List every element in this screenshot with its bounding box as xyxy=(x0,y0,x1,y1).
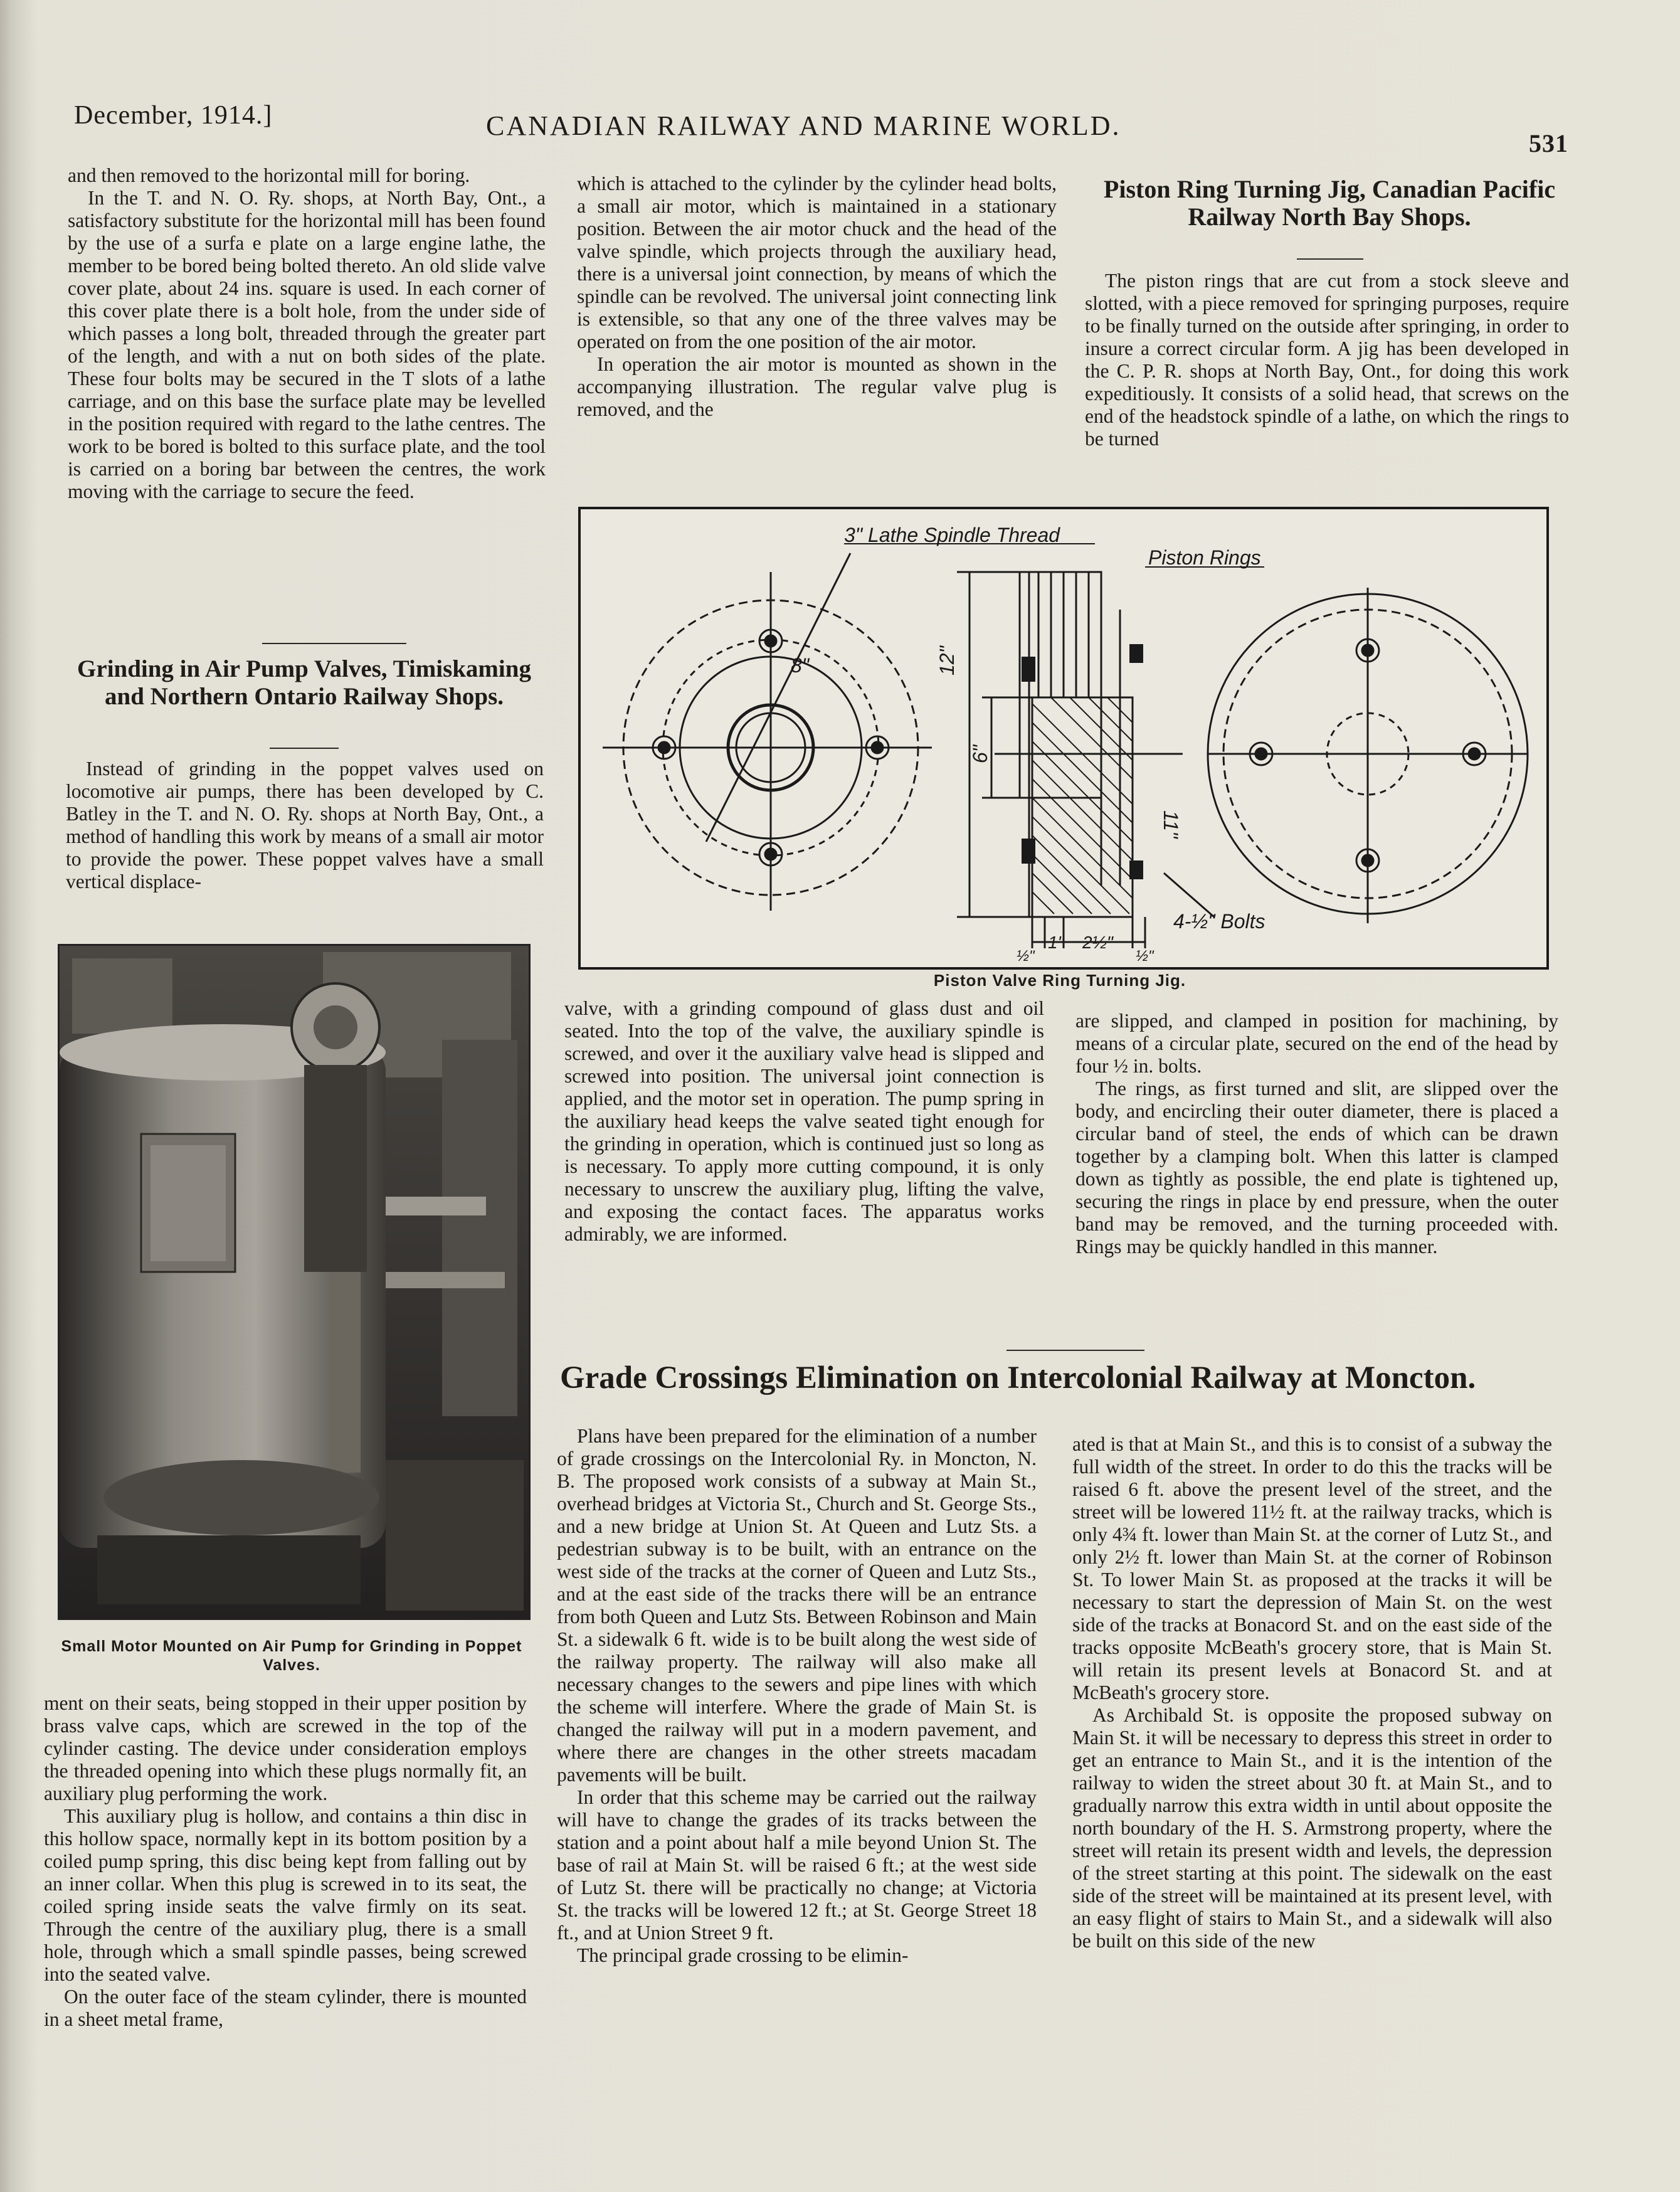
col1-bottom-text xyxy=(44,1692,527,2031)
label-dim-11: 11" xyxy=(1160,810,1182,839)
col2-mid-text xyxy=(564,997,1044,1246)
col1-top-text xyxy=(68,164,546,503)
piston-title: Piston Ring Turning Jig, Canadian Pacific Railway North Bay Shops. xyxy=(1103,175,1556,231)
divider xyxy=(270,748,339,749)
label-bolts: 4-½" Bolts xyxy=(1173,910,1265,933)
paragraph: and then removed to the horizontal mill for boring. xyxy=(68,164,470,186)
paragraph: are slipped, and clamped in position for machining, by means of a circular plate, secured on the end of the head by four ½ in. bolts. xyxy=(1075,1010,1558,1077)
divider xyxy=(1297,258,1363,260)
paragraph: In operation the air motor is mounted as shown in the accompanying illustration. The regular valve plug is removed, and the xyxy=(577,353,1057,420)
col2-top-text xyxy=(577,172,1057,421)
paragraph: This auxiliary plug is hollow, and contains a thin disc in this hollow space, normally kept in its bottom position by a coiled pump spring, this disc being kept from falling out by an inner collar. When this plug is screwed in to its seat, the coiled spring inside seats the valve firmly on its seat. Through the centre of the auxiliary plug, there is a small hole, through which a small spindle passes, being screwed into the seated valve. xyxy=(44,1805,527,1985)
issue-date: December, 1914.] xyxy=(74,101,273,130)
label-thread: 3" Lathe Spindle Thread xyxy=(844,524,1060,546)
label-dim-12: 12" xyxy=(936,646,958,675)
diagram-caption: Piston Valve Ring Turning Jig. xyxy=(933,971,1186,990)
piston-jig-diagram xyxy=(578,507,1549,970)
grade-col3-text xyxy=(1072,1433,1552,1952)
grade-crossing-title: Grade Crossings Elimination on Intercolonial Railway at Moncton. xyxy=(560,1360,1476,1395)
divider xyxy=(262,643,406,644)
col3-top-text xyxy=(1085,270,1569,450)
paragraph: In order that this scheme may be carried out the railway will have to change the grades of its tracks between the station and a point about half a mile beyond Union St. The base of rail at Main St. will be raised 6 ft.; at the west side of Lutz St. there will be practically no change; at Victoria St. the tracks will be lowered 12 ft.; at St. George Street 18 ft., and at Union Street 9 ft. xyxy=(557,1786,1037,1944)
paragraph: which is attached to the cylinder by the cylinder head bolts, a small air motor, which is maintained in a stationary position. Between the air motor chuck and the head of the valve spindle, which projects through the auxiliary head, there is a universal joint connection, by means of which the spindle can be revolved. The universal joint connecting link is extensible, so that any one of the three valves may be operated on from the one position of the air motor. xyxy=(577,172,1057,352)
label-dim-6: 6" xyxy=(969,744,991,763)
paragraph: In the T. and N. O. Ry. shops, at North Bay, Ont., a satisfactory substitute for the horizontal mill has been found by the use of a surfa e plate on a large engine lathe, the member to be bored being bolted thereto. An old slide valve cover plate, about 24 ins. square is used. In each corner of this cover plate there is a bolt hole, from the under side of which passes a long bolt, threaded through the greater part of the length, and with a nut on both sides of the plate. These four bolts may be secured in the T slots of a lathe carriage, and on this base the surface plate may be levelled in the position required with regard to the lathe centres. The work to be bored is bolted to this surface plate, and the tool is carried on a boring bar between the centres, the work moving with the carriage to secure the feed. xyxy=(68,187,546,502)
label-rings: Piston Rings xyxy=(1148,546,1261,569)
col3-mid-text xyxy=(1075,1010,1558,1258)
paragraph: The rings, as first turned and slit, are slipped over the body, and encircling their outer diameter, there is placed a circular band of steel, the ends of which can be drawn together by a clamping bolt. When this latter is clamped down as tightly as possible, the end plate is tightened up, securing the rings in place by end pressure, when the outer band may be removed, and the turning proceeded with. Rings may be quickly handled in this manner. xyxy=(1075,1077,1558,1257)
air-pump-photo xyxy=(58,944,531,1620)
label-dim-8: 8" xyxy=(791,654,810,677)
paragraph: The piston rings that are cut from a stock sleeve and slotted, with a piece removed for springing purposes, require to be finally turned on the outside after springing, in order to insure a correct circular form. A jig has been developed in the C. P. R. shops at North Bay, Ont., for doing this work expeditiously. It consists of a solid head, that screws on the end of the headstock spindle of a lathe, on which the rings to be turned xyxy=(1085,270,1569,450)
paragraph: On the outer face of the steam cylinder, there is mounted in a sheet metal frame, xyxy=(44,1986,527,2030)
paragraph: valve, with a grinding compound of glass dust and oil seated. Into the top of the valve, the auxiliary spindle is screwed, and over it the auxiliary valve head is slipped and screwed into position. The universal joint connection is applied, and the motor set in operation. The pump spring in the auxiliary head keeps the valve seated tight enough for the grinding in operation, which is continued just so long as is necessary. To apply more cutting compound, it is only necessary to unscrew the auxiliary plug, lifting the valve, and exposing the contact faces. The apparatus works admirably, we are informed. xyxy=(564,997,1044,1245)
page-number: 531 xyxy=(1529,129,1568,157)
label-dim-2half: 2½" xyxy=(1082,933,1113,952)
paragraph: As Archibald St. is opposite the proposed subway on Main St. it will be necessary to depress this street in order to get an entrance to Main St., and it is the intention of the railway to widen the street about 30 ft. at Main St., and to gradually narrow this extra width in until about opposite the north boundary of the H. S. Armstrong property, where the street will retain its present width and levels, the depression of the street starting at this point. The sidewalk on the east side of the street will be maintained at its present level, with an easy flight of stairs to Main St., and a sidewalk will also be built on this side of the new xyxy=(1072,1704,1552,1952)
paragraph: ment on their seats, being stopped in their upper position by brass valve caps, which are screwed in the top of the cylinder casting. The device under consideration employs the threaded opening into which these plugs normally fit, an auxiliary plug performing the work. xyxy=(44,1692,527,1804)
grade-col2-text xyxy=(557,1425,1037,1967)
journal-title: CANADIAN RAILWAY AND MARINE WORLD. xyxy=(486,110,1121,141)
label-dim-half-b: ½" xyxy=(1136,948,1154,965)
air-pump-photo-art xyxy=(60,946,529,1618)
label-dim-half-a: ½" xyxy=(1017,948,1035,965)
label-dim-1: 1" xyxy=(1048,933,1064,952)
photo-caption: Small Motor Mounted on Air Pump for Grinding in Poppet Valves. xyxy=(61,1638,522,1674)
piston-jig-drawing xyxy=(581,509,1546,967)
paragraph: ated is that at Main St., and this is to consist of a subway the full width of the street. In order to do this the tracks will be raised 6 ft. above the present level of the street, and the street will be lowered 11½ ft. at the railway tracks, which is only 4¾ ft. lower than Main St. at the corner of Lutz St., and only 2½ ft. lower than Main St. at the corner of Robinson St. To lower Main St. as proposed at the tracks it will be necessary to start the depression of Main St. on the west side of the tracks at Bonacord St. and on the east side of the tracks opposite McBeath's grocery store, that is Main St. will retain its present levels at Bonacord St. and at McBeath's grocery store. xyxy=(1072,1433,1552,1703)
paragraph: The principal grade crossing to be elimin- xyxy=(577,1944,909,1966)
grinding-intro xyxy=(66,758,544,893)
grinding-title: Grinding in Air Pump Valves, Timiskaming and Northern Ontario Railway Shops. xyxy=(77,655,531,710)
divider xyxy=(1006,1350,1144,1351)
paragraph: Plans have been prepared for the elimination of a number of grade crossings on the Intercolonial Ry. in Moncton, N. B. The proposed work consists of a subway at Main St., overhead bridges at Victoria St., Church and St. George Sts., and a new bridge at Union St. At Queen and Lutz Sts. a pedestrian subway is to be built, with an entrance on the west side of the tracks at the corner of Queen and Lutz Sts., and at the east side of the tracks there will be an entrance from both Queen and Lutz Sts. Between Robinson and Main St. a sidewalk 6 ft. wide is to be built along the west side of the railway property. The railway will also make all necessary changes to the sewers and pipe lines with which the scheme will interfere. Where the grade of Main St. is changed the railway will put in a modern pavement, and where there are changes in the other streets macadam pavements will be built. xyxy=(557,1425,1037,1786)
paragraph: Instead of grinding in the poppet valves used on locomotive air pumps, there has been developed by C. Batley in the T. and N. O. Ry. shops at North Bay, Ont., a method of handling this work by means of a small air motor to provide the power. These poppet valves have a small vertical displace- xyxy=(66,758,544,892)
